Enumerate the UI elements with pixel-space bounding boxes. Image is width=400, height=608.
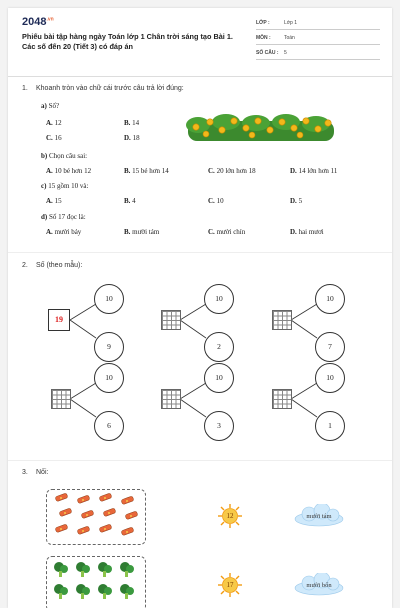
question-3 [22, 469, 48, 476]
option-letter: B. [124, 197, 131, 205]
ones-circle: 1 [315, 411, 345, 441]
option-letter: A. [46, 197, 53, 205]
meta-key: MÔN : [256, 35, 271, 41]
option-text: 10 bé hơn 12 [54, 167, 92, 175]
blank-answer-grid[interactable] [272, 310, 292, 330]
ones-circle: 2 [204, 332, 234, 362]
option-text: 14 lớn hơn 11 [298, 167, 338, 175]
option-letter: C. [46, 134, 53, 142]
tens-circle: 10 [204, 363, 234, 393]
candy-icons [47, 490, 145, 544]
cloud-word-card[interactable] [292, 504, 346, 528]
option-text: mười bảy [54, 228, 82, 236]
sub-letter: d) [41, 213, 48, 221]
meta-value: Toán [284, 35, 295, 41]
sub-letter: b) [41, 152, 48, 160]
example-number-box: 19 [48, 309, 70, 331]
option-text: 4 [132, 197, 136, 205]
tens-circle: 10 [94, 284, 124, 314]
option-text: mười chín [216, 228, 246, 236]
question-number: 1. [22, 85, 28, 92]
sun-number: 17 [226, 581, 234, 589]
ones-circle: 9 [94, 332, 124, 362]
question-prompt: Nối: [36, 469, 49, 476]
broccoli-icons [47, 557, 145, 608]
blank-answer-grid[interactable] [161, 310, 181, 330]
option-text: 15 bé hơn 14 [132, 167, 169, 175]
option-letter: B. [124, 119, 131, 127]
option-text: 18 [132, 134, 140, 142]
option-letter: B. [124, 167, 131, 175]
tens-circle: 10 [94, 363, 124, 393]
worksheet [8, 8, 392, 608]
sub-text: Số? [48, 102, 60, 110]
option-text: 10 [216, 197, 224, 205]
option-letter: A. [46, 228, 53, 236]
ones-circle: 6 [94, 411, 124, 441]
blank-answer-grid[interactable] [51, 389, 71, 409]
question-number: 2. [22, 262, 28, 269]
meta-key: SỐ CÂU : [256, 50, 279, 56]
meta-key: LỚP : [256, 20, 270, 26]
option-letter: B. [124, 228, 131, 236]
option-letter: A. [46, 167, 53, 175]
option-letter: C. [208, 167, 215, 175]
blank-answer-grid[interactable] [161, 389, 181, 409]
option-letter: D. [290, 167, 297, 175]
tens-circle: 10 [315, 284, 345, 314]
broccoli-picture-box[interactable] [46, 556, 146, 608]
cloud-word: mười tám [306, 513, 332, 520]
ones-circle: 7 [315, 332, 345, 362]
tens-circle: 10 [204, 284, 234, 314]
meta-value: Lớp 1 [284, 20, 298, 26]
sub-letter: a) [41, 102, 47, 110]
option-text: 15 [54, 197, 62, 205]
option-text: 5 [298, 197, 303, 205]
cloud-word: mười bốn [306, 582, 332, 589]
option-letter: C. [208, 228, 215, 236]
sun-number-card[interactable] [218, 504, 242, 528]
meta-value: 5 [284, 50, 287, 56]
sub-letter: c) [41, 182, 47, 190]
sun-number-card[interactable] [218, 573, 242, 597]
option-text: 14 [132, 119, 140, 127]
option-text: hai mươi [298, 228, 324, 236]
ones-circle: 3 [204, 411, 234, 441]
option-text: 20 lớn hơn 18 [216, 167, 256, 175]
question-prompt: Số (theo mẫu): [36, 262, 83, 269]
blank-answer-grid[interactable] [272, 389, 292, 409]
option-text: 16 [54, 134, 62, 142]
logo-text: 2048 [22, 16, 47, 28]
candy-picture-box[interactable] [46, 489, 146, 545]
tens-circle: 10 [315, 363, 345, 393]
page-title: Phiếu bài tập hàng ngày Toán lớp 1 Chân trời sáng tạo Bài 1. Các số đến 20 (Tiết 3) có đáp án [22, 32, 233, 51]
sun-number: 12 [226, 512, 234, 520]
question-prompt: Khoanh tròn vào chữ cái trước câu trả lời đúng: [36, 85, 184, 92]
option-letter: A. [46, 119, 53, 127]
sub-text: Số 17 đọc là: [48, 213, 86, 221]
option-letter: D. [290, 197, 297, 205]
sub-text: Chọn câu sai: [48, 152, 88, 160]
sub-text: 15 gồm 10 và: [48, 182, 89, 190]
option-text: mười tám [132, 228, 160, 236]
question-number: 3. [22, 469, 28, 476]
logo-tld: .vn [46, 16, 54, 23]
option-letter: D. [290, 228, 297, 236]
option-letter: C. [208, 197, 215, 205]
option-letter: D. [124, 134, 131, 142]
option-text: 12 [54, 119, 62, 127]
cloud-word-card[interactable] [292, 573, 346, 597]
divider [8, 460, 392, 461]
